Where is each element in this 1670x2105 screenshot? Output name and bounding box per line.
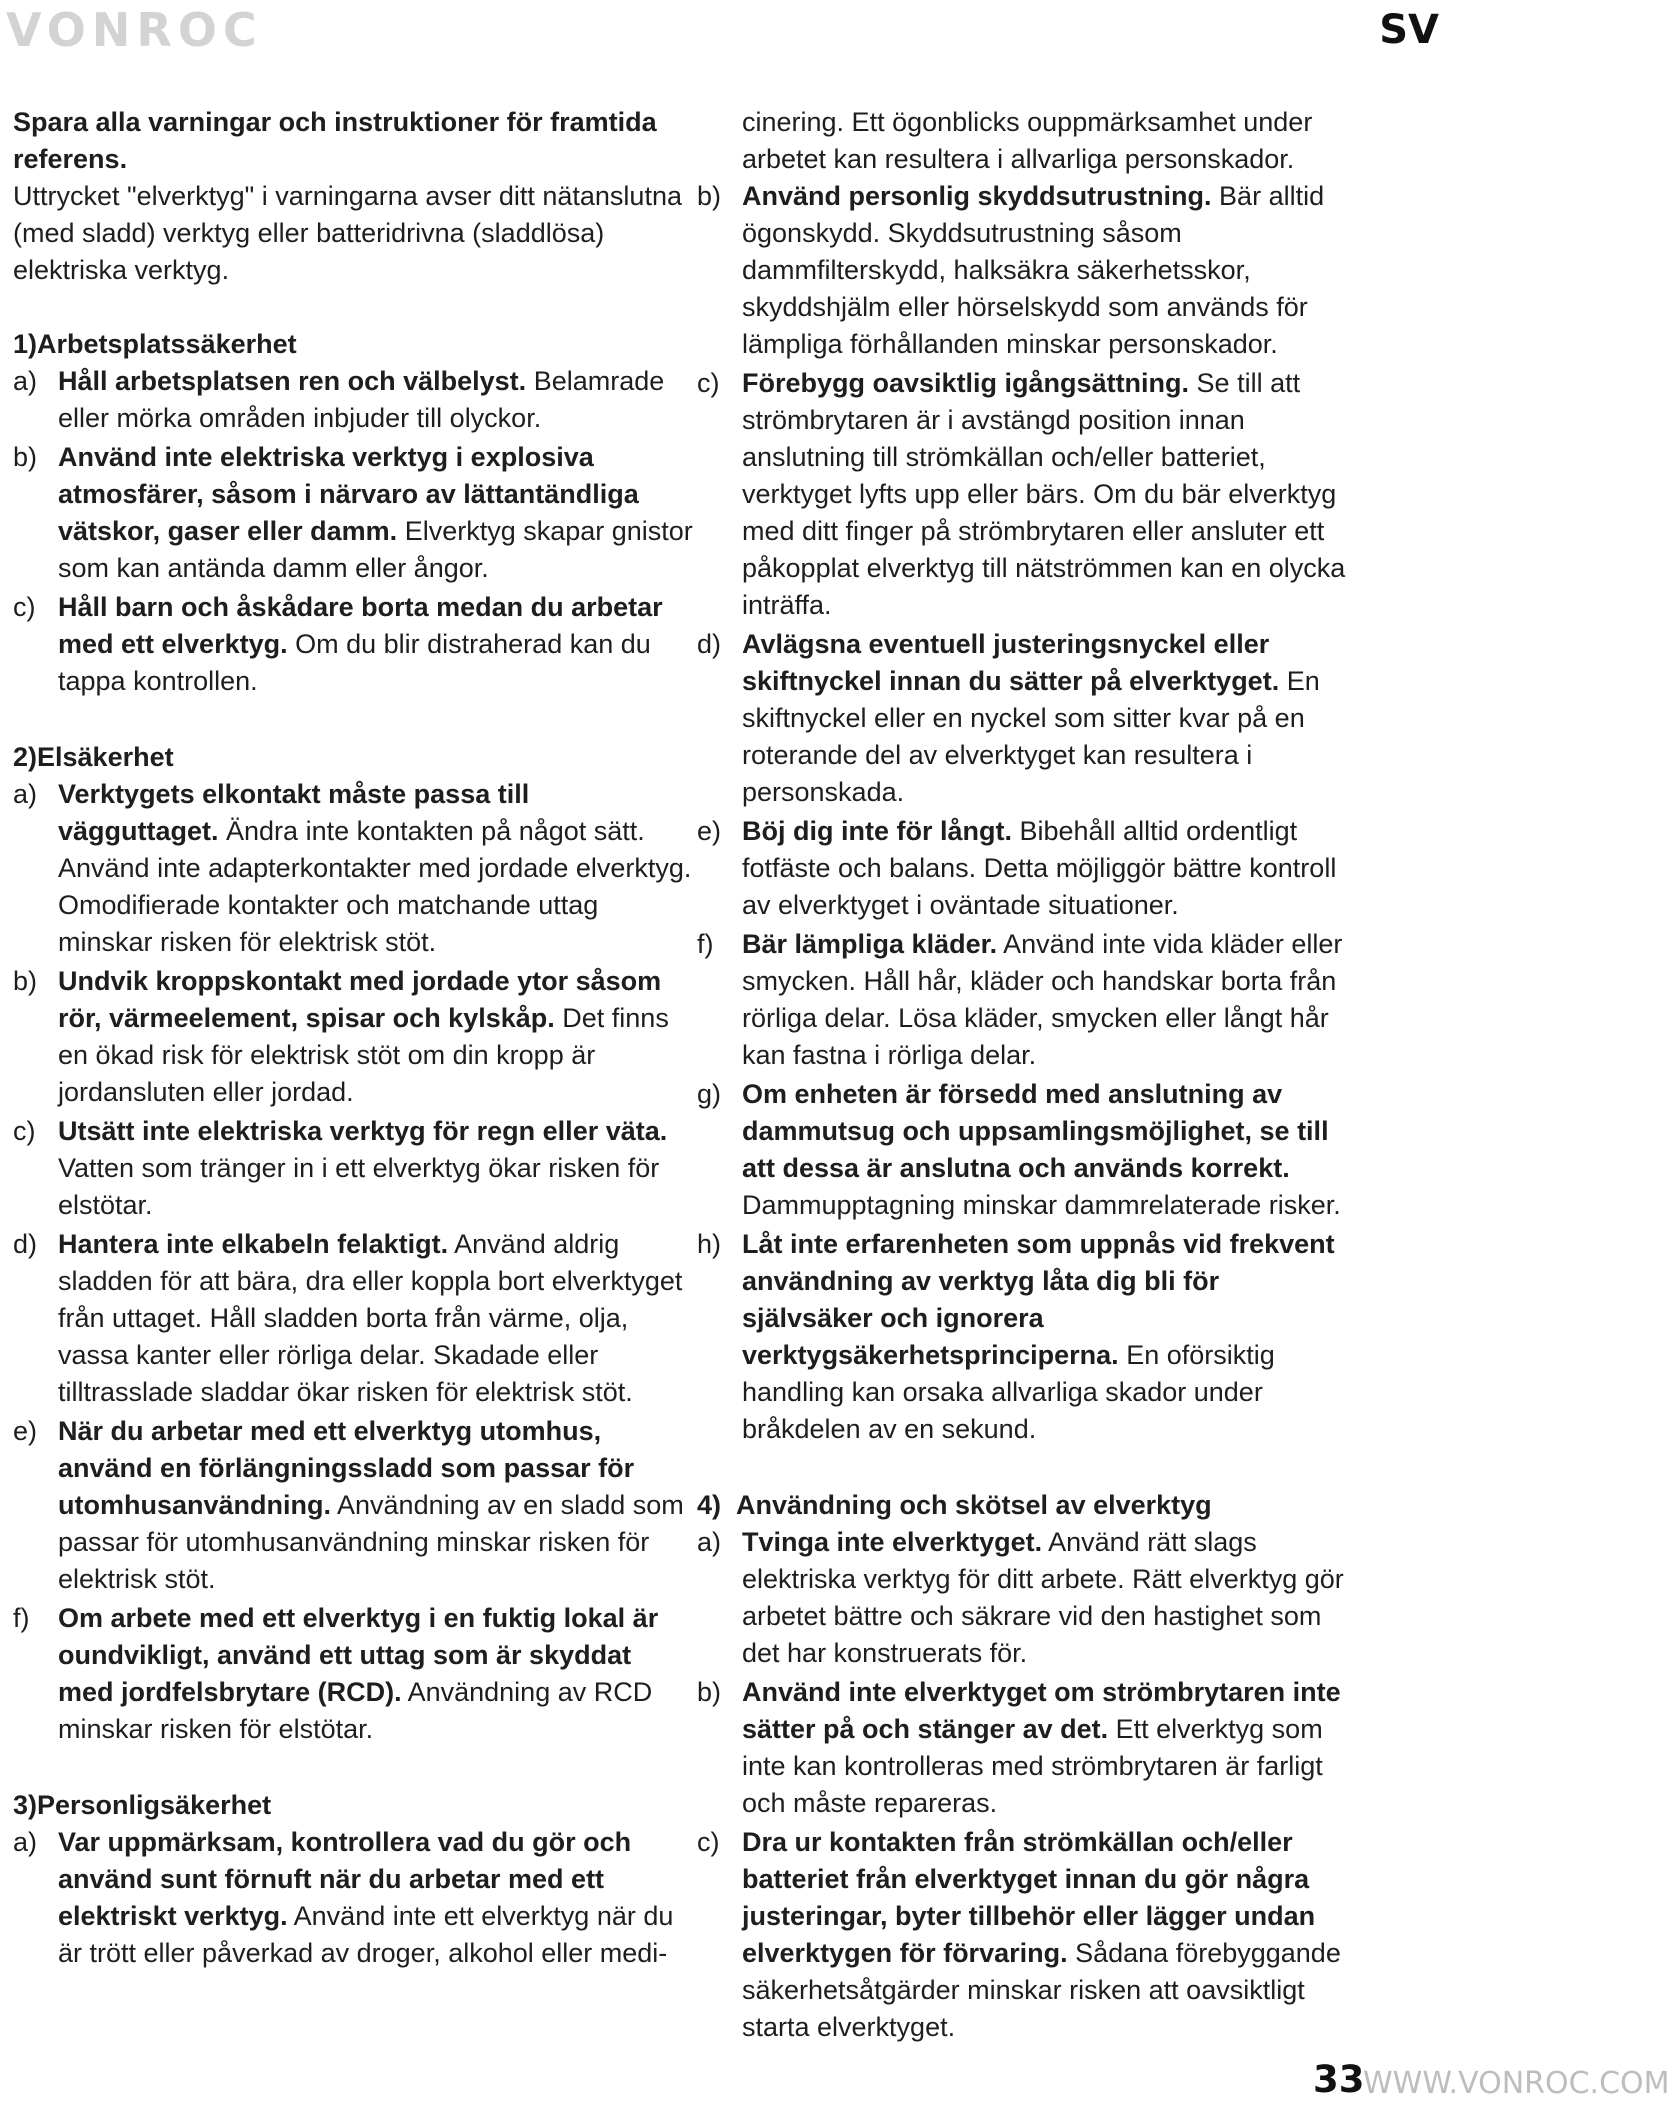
item-text: Dammupptagning minskar dammrelaterade risker. — [742, 1190, 1341, 1220]
item-text: Se till att strömbrytaren är i avstängd position innan anslutning till strömkällan och/eller batteriet, verktyget lyfts upp eller bärs. Om du bär elverktyg med ditt finger på strömbrytaren eller ansluter ett påkopplat elverktyg till nätströmmen kan en olycka inträffa. — [742, 368, 1346, 620]
section-heading-3: 3)Personligsäkerhet — [13, 1790, 272, 1820]
item-letter: e) — [697, 816, 722, 846]
item-bold: Var uppmärksam, kontrollera vad du gör och använd sunt förnuft när du arbetar med ett elektriskt verktyg. — [58, 1827, 632, 1931]
item-letter: b) — [697, 181, 722, 211]
intro-paragraph — [13, 104, 693, 289]
item-letter: b) — [697, 1677, 722, 1707]
item-letter: f) — [13, 1603, 30, 1633]
item-letter: c) — [697, 368, 720, 398]
intro-bold: Spara alla varningar och instruktioner för framtida referens. — [13, 107, 657, 174]
intro-text: Uttrycket "elverktyg" i varningarna avser ditt nätanslutna (med sladd) verktyg eller batteridrivna (sladdlösa) elektriska verktyg. — [13, 181, 682, 285]
item-bold: Om arbete med ett elverktyg i en fuktig lokal är oundvikligt, använd ett uttag som är skyddat med jordfelsbrytare (RCD). — [58, 1603, 659, 1707]
item-bold: Utsätt inte elektriska verktyg för regn eller väta. — [58, 1116, 668, 1146]
left-column — [13, 104, 693, 1974]
section-heading-4: 4) Användning och skötsel av elverktyg — [697, 1490, 1212, 1520]
item-letter: c) — [13, 592, 36, 622]
continuation-text: cinering. Ett ögonblicks ouppmärksamhet under arbetet kan resultera i allvarliga personskador. — [742, 107, 1313, 174]
item-text: Bär alltid ögonskydd. Skyddsutrustning såsom dammfilterskydd, halksäkra säkerhetsskor, skyddshjälm eller hörselskydd som används för lämpliga förhållanden minskar personskador. — [742, 181, 1325, 359]
list-item — [13, 439, 693, 587]
item-text: Ändra inte kontakten på något sätt. Använd inte adapterkontakter med jordade elverktyg. Omodifierade kontakter och matchande uttag minskar risken för elektrisk stöt. — [58, 816, 692, 957]
list-item — [13, 776, 693, 961]
item-text: Elverktyg skapar gnistor som kan antända damm eller ångor. — [58, 516, 693, 583]
list-item — [13, 1824, 693, 1972]
list-item — [697, 1076, 1357, 1224]
item-bold: När du arbetar med ett elverktyg utomhus, använd en förlängningssladd som passar för utomhusanvändning. — [58, 1416, 635, 1520]
item-letter: d) — [697, 629, 722, 659]
item-bold: Böj dig inte för långt. — [742, 816, 1012, 846]
list-item — [697, 1524, 1357, 1672]
item-letter: h) — [697, 1229, 722, 1259]
item-letter: c) — [697, 1827, 720, 1857]
item-bold: Tvinga inte elverktyget. — [742, 1527, 1043, 1557]
item-text: Det finns en ökad risk för elektrisk stöt om din kropp är jordansluten eller jordad. — [58, 1003, 669, 1107]
item-letter: b) — [13, 442, 38, 472]
item-text: Vatten som tränger in i ett elverktyg ökar risken för elstötar. — [58, 1153, 660, 1220]
item-text: Om du blir distraherad kan du tappa kontrollen. — [58, 629, 651, 696]
list-item — [697, 1674, 1357, 1822]
item-bold: Bär lämpliga kläder. — [742, 929, 998, 959]
item-text: Användning av RCD minskar risken för elstötar. — [58, 1677, 653, 1744]
item-text: Sådana förebyggande säkerhetsåtgärder minskar risken att oavsiktligt starta elverktyget. — [742, 1938, 1341, 2042]
list-item — [697, 926, 1357, 1074]
item-letter: c) — [13, 1116, 36, 1146]
list-item — [13, 1600, 693, 1748]
item-letter: a) — [13, 366, 38, 396]
item-letter: b) — [13, 966, 38, 996]
right-column — [697, 104, 1357, 2048]
item-letter: a) — [13, 779, 38, 809]
list-item — [13, 589, 693, 700]
list-item — [697, 178, 1357, 363]
item-letter: g) — [697, 1079, 722, 1109]
item-bold: Dra ur kontakten från strömkällan och/eller batteriet från elverktyget innan du gör några justeringar, byter tillbehör eller lägger undan elverktygen för förvaring. — [742, 1827, 1316, 1968]
item-text: En skiftnyckel eller en nyckel som sitter kvar på en roterande del av elverktyget kan resultera i personskada. — [742, 666, 1320, 807]
item-bold: Om enheten är försedd med anslutning av dammutsug och uppsamlingsmöjlighet, se till att dessa är anslutna och används korrekt. — [742, 1079, 1329, 1183]
list-item — [697, 1226, 1357, 1448]
section-heading-2: 2)Elsäkerhet — [13, 742, 174, 772]
item-bold: Förebygg oavsiktlig igångsättning. — [742, 368, 1190, 398]
item-text: Bibehåll alltid ordentligt fotfäste och balans. Detta möjliggör bättre kontroll av elverktyget i oväntade situationer. — [742, 816, 1337, 920]
list-item — [697, 813, 1357, 924]
item-bold: Använd personlig skyddsutrustning. — [742, 181, 1212, 211]
list-item — [697, 1824, 1357, 2046]
list-item — [697, 365, 1357, 624]
item-bold: Hantera inte elkabeln felaktigt. — [58, 1229, 449, 1259]
list-item — [13, 963, 693, 1111]
item-bold: Håll barn och åskådare borta medan du arbetar med ett elverktyg. — [58, 592, 663, 659]
item-bold: Verktygets elkontakt måste passa till vägguttaget. — [58, 779, 530, 846]
item-bold: Undvik kroppskontakt med jordade ytor såsom rör, värmeelement, spisar och kylskåp. — [58, 966, 662, 1033]
item-letter: e) — [13, 1416, 38, 1446]
item-text: Använd inte ett elverktyg när du är trött eller påverkad av droger, alkohol eller medi- — [58, 1901, 674, 1968]
item-bold: Låt inte erfarenheten som uppnås vid frekvent användning av verktyg låta dig bli för självsäker och ignorera verktygsäkerhetsprinciperna. — [742, 1229, 1335, 1370]
item-text: En oförsiktig handling kan orsaka allvarliga skador under bråkdelen av en sekund. — [742, 1340, 1275, 1444]
brand-logo: VONROC — [6, 3, 263, 57]
item-bold: Avlägsna eventuell justeringsnyckel eller skiftnyckel innan du sätter på elverktyget. — [742, 629, 1280, 696]
list-item — [13, 1113, 693, 1224]
list-item — [13, 1226, 693, 1411]
footer-url: WWW.VONROC.COM — [1363, 2066, 1670, 2101]
list-item — [13, 363, 693, 437]
page-number: 33 — [1313, 2058, 1365, 2101]
item-text: Använd aldrig sladden för att bära, dra eller koppla bort elverktyget från uttaget. Håll sladden borta från värme, olja, vassa kanter eller rörliga delar. Skadade eller tilltrasslade sladdar ökar risken för elektrisk stöt. — [58, 1229, 683, 1407]
item-letter: a) — [697, 1527, 722, 1557]
language-code: SV — [1379, 7, 1439, 53]
item-text: Belamrade eller mörka områden inbjuder till olyckor. — [58, 366, 665, 433]
item-letter: f) — [697, 929, 714, 959]
item-text: Ett elverktyg som inte kan kontrolleras med strömbrytaren är farligt och måste repareras. — [742, 1714, 1323, 1818]
item-bold: Använd inte elektriska verktyg i explosiva atmosfärer, såsom i närvaro av lättantändliga vätskor, gaser eller damm. — [58, 442, 639, 546]
item-letter: a) — [13, 1827, 38, 1857]
section-heading-1: 1)Arbetsplatssäkerhet — [13, 329, 297, 359]
item-bold: Håll arbetsplatsen ren och välbelyst. — [58, 366, 527, 396]
item-text: Använd inte vida kläder eller smycken. Håll hår, kläder och handskar borta från rörliga delar. Lösa kläder, smycken eller långt hår kan fastna i rörliga delar. — [742, 929, 1343, 1070]
list-item — [13, 1413, 693, 1598]
list-item — [697, 626, 1357, 811]
item-bold: Använd inte elverktyget om strömbrytaren inte sätter på och stänger av det. — [742, 1677, 1341, 1744]
item-text: Användning av en sladd som passar för utomhusanvändning minskar risken för elektrisk stöt. — [58, 1490, 684, 1594]
item-text: Använd rätt slags elektriska verktyg för ditt arbete. Rätt elverktyg gör arbetet bättre och säkrare vid den hastighet som det har konstruerats för. — [742, 1527, 1344, 1668]
item-letter: d) — [13, 1229, 38, 1259]
